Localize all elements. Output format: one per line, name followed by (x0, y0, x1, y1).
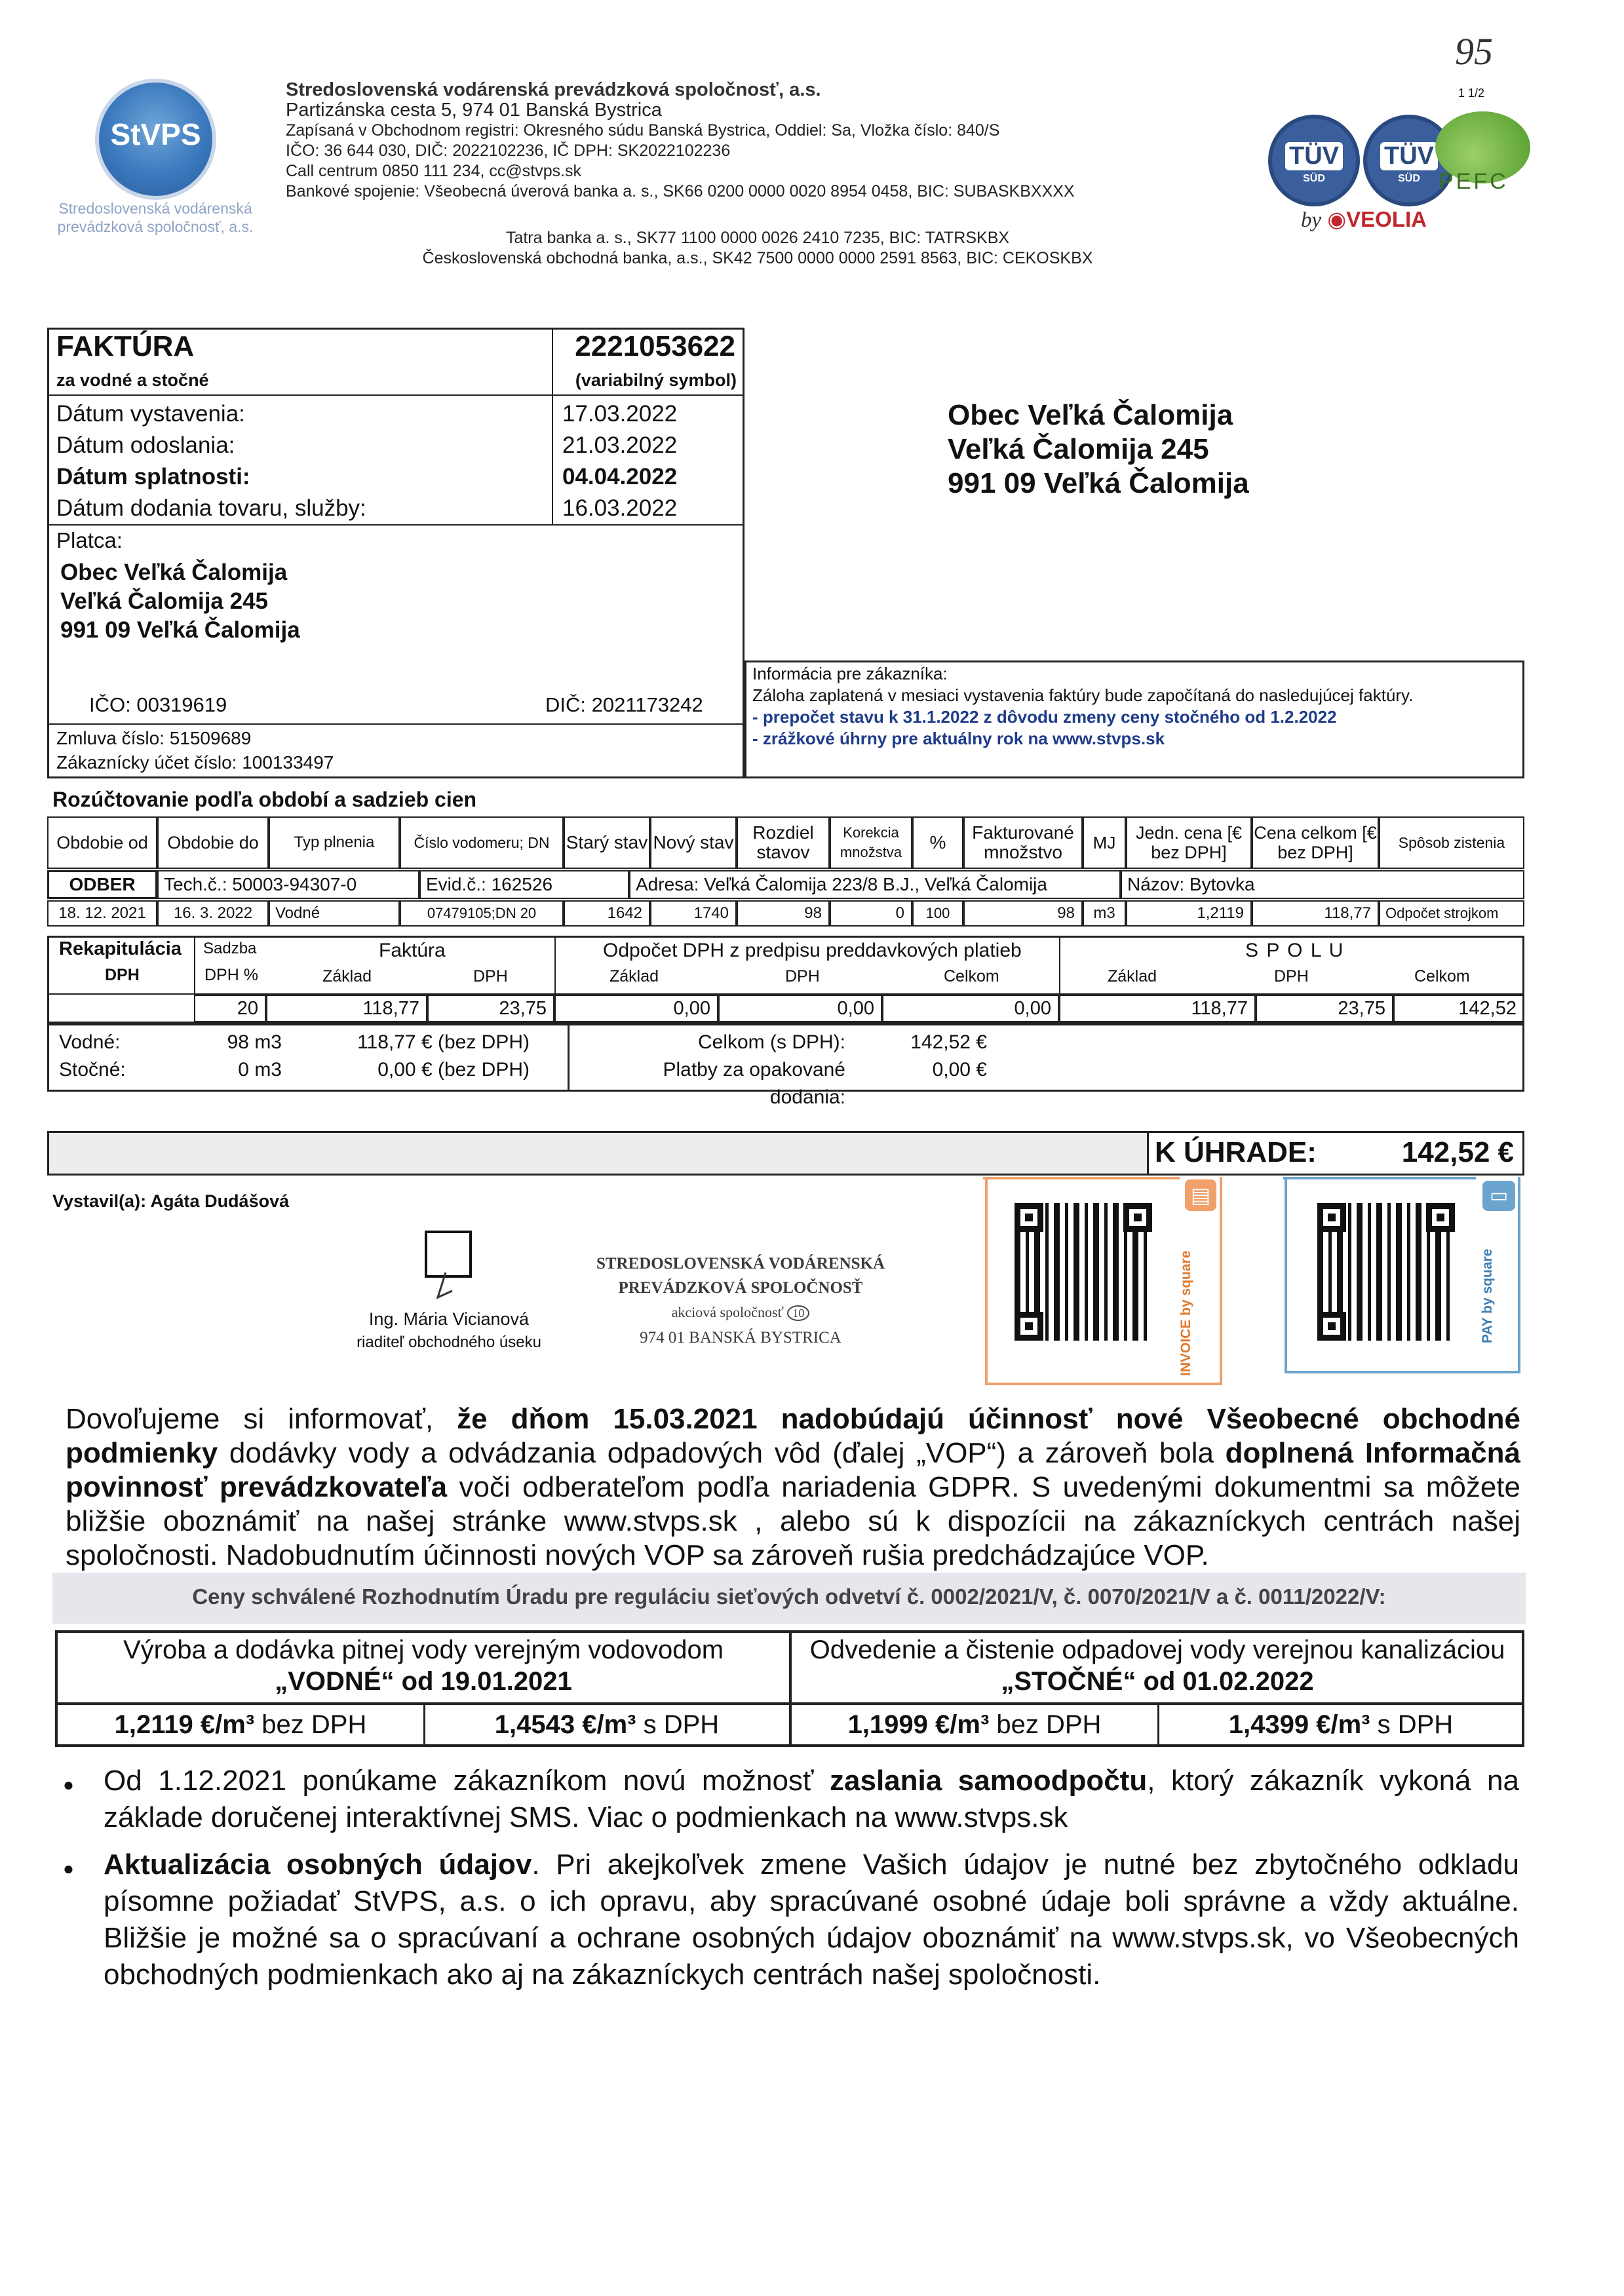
summary-payments-label: Platby za opakované dodania: (663, 1059, 845, 1108)
new-reading: 1740 (650, 900, 737, 927)
customer-info-line: Záloha zaplatená v mesiaci vystavenia faktúry bude započítaná do nasledujúcej faktúry. (752, 685, 1414, 705)
tuv-cert-2: TÜV SÜD (1363, 115, 1455, 206)
recap-vat-value: 23,75 (427, 995, 554, 1022)
sewage-price-title: Odvedenie a čistenie odpadovej vody verejnou kanalizáciou „STOČNÉ“ od 01.02.2022 (809, 1636, 1505, 1696)
company-name: Stredoslovenská vodárenská prevádzková spoločnosť, a.s. (286, 79, 821, 100)
unit-price: 1,2119 (1126, 900, 1252, 927)
pefc-text: PEFC (1439, 169, 1509, 194)
col-header: Spôsob zistenia (1379, 816, 1524, 869)
customer-info-title: Informácia pre zákazníka: (752, 664, 948, 683)
summary-labels (59, 1029, 126, 1084)
prices-heading: Ceny schválené Rozhodnutím Úradu pre reguláciu sieťových odvetví č. 0002/2021/V, č. 0070/2021/V a č. 0011/2022/V: (192, 1584, 1386, 1609)
customer-account: Zákaznícky účet číslo: 100133497 (56, 752, 334, 773)
col-header: Cena celkom [€ bez DPH] (1252, 816, 1379, 869)
pay-qr-code (1317, 1203, 1455, 1341)
billing-title: Rozúčtovanie podľa období a sadzieb cien (52, 788, 477, 811)
tech-number: Tech.č.: 50003-94307-0 (157, 870, 419, 899)
bullet-icon: ● (63, 1858, 74, 1879)
recap-dph-pct: DPH % (204, 966, 258, 984)
recap-deduction-header: Odpočet DPH z predpisu preddavkových platieb (603, 940, 1022, 961)
recap-base: Základ (1108, 967, 1157, 985)
payer-dic: DIČ: 2021173242 (545, 693, 703, 716)
signature-mark (433, 1271, 459, 1304)
bullet-personal-data: Aktualizácia osobných údajov. Pri akejkoľvek zmene Vašich údajov je nutné bez zbytočného odkladu písomne požiadať StVPS, a.s. o ich opravu, aby spracúvané osobné údaje boli správne a vždy aktuálne. Bližšie je možné sa o spracúvaní a ochrane osobných údajov oboznámiť na www.stvps.sk, vo Všeobecných obchodných podmienkach ako aj na zákazníckych centrách našej spoločnosti. (104, 1848, 1519, 1991)
issued-by: Vystavil(a): Agáta Dudášová (52, 1191, 290, 1211)
date-due: 04.04.2022 (562, 464, 678, 489)
deduction-base-value: 0,00 (554, 995, 718, 1022)
recap-base: Základ (609, 967, 659, 985)
company-address: Partizánska cesta 5, 974 01 Banská Bystrica (286, 100, 662, 121)
col-header: MJ (1083, 816, 1126, 869)
payer-ico: IČO: 00319619 (89, 693, 227, 716)
summary-water-qty: 98 m3 (227, 1031, 282, 1053)
tuv-cert-1: TÜV SÜD (1268, 115, 1360, 206)
customer-info-line: - zrážkové úhrny pre aktuálny rok na www.stvps.sk (752, 729, 1165, 748)
date-due-label: Dátum splatnosti: (56, 464, 250, 489)
bullet-self-reading: Od 1.12.2021 ponúkame zákazníkom novú možnosť zaslania samoodpočtu, ktorý zákazník vykoná na základe doručenej interaktívnej SMS. Viac o podmienkach na www.stvps.sk (104, 1765, 1520, 1833)
col-header: Korekcia množstva (830, 816, 912, 869)
period-from: 18. 12. 2021 (47, 900, 157, 927)
col-header: Obdobie od (47, 816, 157, 869)
invoice-qr-label: INVOICE by square (1178, 1250, 1193, 1376)
payer-label: Platca: (56, 528, 123, 552)
summary-total-value: 142,52 € (910, 1031, 987, 1053)
bullet-icon: ● (63, 1774, 74, 1795)
date-issued: 17.03.2022 (562, 401, 678, 427)
company-register: Zapísaná v Obchodnom registri: Okresného súdu Banská Bystrica, Oddiel: Sa, Vložka číslo: 840/S (286, 121, 1000, 140)
variable-symbol-note: (variabilný symbol) (575, 370, 737, 390)
water-price-net: 1,2119 €/m³ bez DPH (114, 1710, 367, 1739)
col-header: Fakturované množstvo (963, 816, 1083, 869)
recap-base: Základ (322, 967, 372, 985)
deduction-vat-value: 0,00 (718, 995, 882, 1022)
total-label: K ÚHRADE: (1155, 1136, 1317, 1168)
invoice-title: FAKTÚRA (56, 330, 195, 362)
company-bank-1: Bankové spojenie: Všeobecná úverová banka a. s., SK66 0200 0000 0020 8954 0458, BIC: SUBASKBXXXX (286, 182, 1075, 201)
odber-address: Adresa: Veľká Čalomija 223/8 B.J., Veľká Čalomija (629, 870, 1121, 899)
service-type: Vodné (269, 900, 400, 927)
summary-right-values (872, 1029, 987, 1084)
invoice-qr-code (1015, 1203, 1152, 1341)
pay-icon: ▭ (1482, 1181, 1515, 1211)
customer-info-line: - prepočet stavu k 31.1.2022 z dôvodu zmeny ceny stočného od 1.2.2022 (752, 707, 1337, 727)
recap-total: Celkom (1414, 967, 1470, 985)
summary-quantities (197, 1029, 282, 1084)
col-header: Číslo vodomeru; DN (400, 816, 564, 869)
old-reading: 1642 (564, 900, 650, 927)
col-header: Rozdiel stavov (737, 816, 830, 869)
date-labels (56, 398, 366, 524)
recap-vat: DPH (1274, 967, 1309, 985)
col-header: Jedn. cena [€ bez DPH] (1126, 816, 1252, 869)
col-header: Nový stav (650, 816, 737, 869)
summary-sewage-label: Stočné: (59, 1059, 126, 1081)
evid-number: Evid.č.: 162526 (419, 870, 629, 899)
summary-total-label: Celkom (s DPH): (697, 1031, 845, 1053)
date-issued-label: Dátum vystavenia: (56, 401, 245, 427)
period-to: 16. 3. 2022 (157, 900, 269, 927)
recap-dph: DPH (105, 966, 140, 984)
recap-rate-value: 20 (194, 995, 266, 1022)
summary-amounts (321, 1029, 530, 1084)
recap-vat: DPH (473, 967, 508, 985)
invoice-icon: ▤ (1185, 1179, 1216, 1211)
reading-difference: 98 (737, 900, 830, 927)
sewage-price-gross: 1,4399 €/m³ s DPH (1228, 1710, 1454, 1739)
logo-subtitle: Stredoslovenská vodárenská prevádzková spoločnosť, a.s. (57, 200, 254, 235)
sum-total-value: 142,52 (1393, 995, 1524, 1022)
director-role: riaditeľ obchodného úseku (357, 1333, 541, 1351)
odber-name: Názov: Bytovka (1121, 870, 1524, 899)
contract-number: Zmluva číslo: 51509689 (56, 728, 252, 748)
billed-quantity: 98 (963, 900, 1083, 927)
recap-invoice-header: Faktúra (379, 940, 446, 961)
recap-total: Celkom (944, 967, 999, 985)
invoice-number: 2221053622 (575, 330, 735, 362)
summary-water-label: Vodné: (59, 1031, 121, 1053)
recap-sum-header: S P O L U (1245, 940, 1345, 961)
page-number: 1 1/2 (1458, 86, 1485, 100)
deduction-total-value: 0,00 (882, 995, 1059, 1022)
veolia-icon: ◉ (1327, 207, 1347, 231)
water-price-title: Výroba a dodávka pitnej vody verejným vodovodom „VODNÉ“ od 19.01.2021 (123, 1636, 724, 1696)
veolia-logo: by ◉VEOLIA (1301, 207, 1427, 232)
date-values (562, 398, 677, 524)
invoice-subtitle: za vodné a stočné (56, 370, 209, 390)
company-bank-lines: Tatra banka a. s., SK77 1100 0000 0026 2410 7235, BIC: TATRSKBX Československá obchodná banka, a.s., SK42 7500 0000 0000 2591 8563, BIC: CEKOSKBX (422, 229, 1093, 267)
summary-sewage-amount: 0,00 € (bez DPH) (377, 1059, 530, 1081)
sewage-price-net: 1,1999 €/m³ bez DPH (847, 1710, 1102, 1739)
payer-address: Obec Veľká Čalomija Veľká Čalomija 245 991 09 Veľká Čalomija (60, 560, 300, 643)
sum-base-value: 118,77 (1059, 995, 1256, 1022)
unit: m3 (1083, 900, 1126, 927)
water-price-gross: 1,4543 €/m³ s DPH (494, 1710, 720, 1739)
company-stamp: STREDOSLOVENSKÁ VODÁRENSKÁ PREVÁDZKOVÁ SPOLOČNOSŤ akciová spoločnosť 10 974 01 BANSKÁ BYSTRICA (596, 1255, 885, 1347)
recap-title: Rekapitulácia (59, 938, 182, 959)
date-sent: 21.03.2022 (562, 432, 678, 458)
total-price: 118,77 (1252, 900, 1379, 927)
company-callcentre: Call centrum 0850 111 234, cc@stvps.sk (286, 162, 582, 180)
reading-method: Odpočet strojkom (1379, 900, 1524, 927)
quantity-correction: 0 (830, 900, 912, 927)
col-header: Obdobie do (157, 816, 269, 869)
percent: 100 (912, 900, 963, 927)
recipient-address: Obec Veľká Čalomija Veľká Čalomija 245 991 09 Veľká Čalomija (948, 399, 1249, 499)
contract-info (56, 726, 334, 775)
summary-sewage-qty: 0 m3 (238, 1059, 282, 1081)
date-delivery-label: Dátum dodania tovaru, služby: (56, 495, 366, 521)
summary-right-labels (583, 1029, 845, 1111)
meter-number: 07479105;DN 20 (400, 900, 564, 927)
director (341, 1307, 557, 1354)
director-name: Ing. Mária Vicianová (368, 1309, 530, 1329)
summary-payments-value: 0,00 € (932, 1059, 987, 1081)
sum-vat-value: 23,75 (1256, 995, 1393, 1022)
col-header: % (912, 816, 963, 869)
total-amount: 142,52 € (1401, 1136, 1514, 1168)
logo-text: StVPS (110, 117, 201, 151)
recap-rate: Sadzba (203, 940, 257, 957)
recap-vat: DPH (785, 967, 820, 985)
handwritten-number: 95 (1455, 30, 1493, 73)
col-header: Typ plnenia (269, 816, 400, 869)
notice-paragraph: Dovoľujeme si informovať, že dňom 15.03.2021 nadobúdajú účinnosť nové Všeobecné obchodné podmienky dodávky vody a odvádzania odpadových vôd (ďalej „VOP“) a zároveň bola doplnená Informačná povinnosť prevádzkovateľa voči odberateľom podľa nariadenia GDPR. S uvedenými dokumentmi sa môžete bližšie oboznámiť na našej stránke www.stvps.sk , alebo sú k dispozícii na zákazníckych centrách našej spoločnosti. Nadobudnutím účinnosti nových VOP sa zároveň rušia predchádzajúce VOP. (66, 1403, 1521, 1571)
company-ids: IČO: 36 644 030, DIČ: 2022102236, IČ DPH: SK2022102236 (286, 142, 731, 160)
date-sent-label: Dátum odoslania: (56, 432, 235, 458)
pay-qr-label: PAY by square (1480, 1248, 1495, 1343)
recap-base-value: 118,77 (266, 995, 427, 1022)
col-header: Starý stav (564, 816, 650, 869)
company-header (286, 80, 1075, 202)
odber-label: ODBER (47, 870, 157, 899)
summary-water-amount: 118,77 € (bez DPH) (357, 1031, 530, 1053)
date-delivery: 16.03.2022 (562, 495, 678, 521)
customer-info (752, 663, 1413, 750)
